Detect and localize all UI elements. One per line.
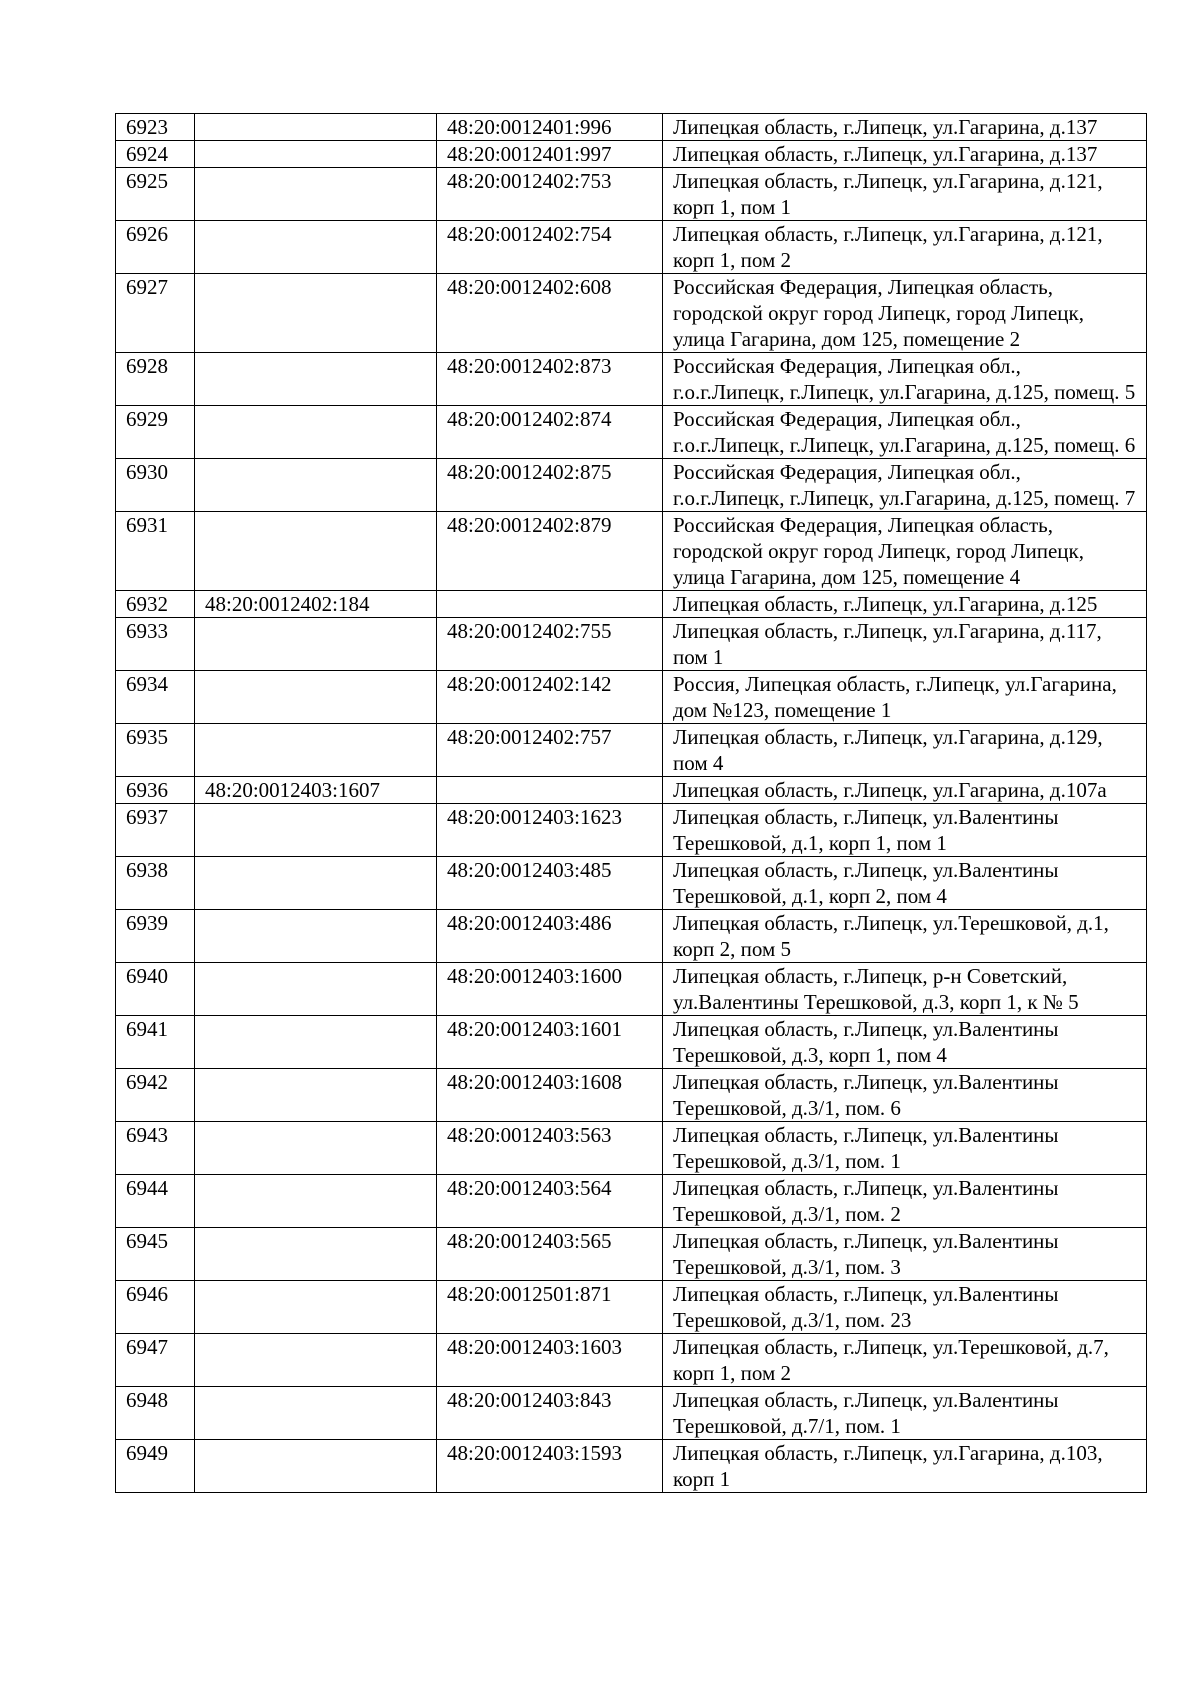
object-cadastral-number-cell: 48:20:0012401:997 — [437, 141, 663, 168]
address-cell: Липецкая область, г.Липецк, ул.Гагарина, д.129, пом 4 — [663, 724, 1147, 777]
table-row — [116, 671, 1147, 724]
address-cell: Липецкая область, г.Липецк, ул.Гагарина, д.121, корп 1, пом 1 — [663, 168, 1147, 221]
parcel-cadastral-number-cell — [195, 353, 437, 406]
table-row — [116, 857, 1147, 910]
table-row — [116, 618, 1147, 671]
object-cadastral-number-cell: 48:20:0012401:996 — [437, 114, 663, 141]
parcel-cadastral-number-cell — [195, 1122, 437, 1175]
object-cadastral-number-cell — [437, 591, 663, 618]
row-number-cell: 6944 — [116, 1175, 195, 1228]
row-number-cell: 6947 — [116, 1334, 195, 1387]
address-cell: Липецкая область, г.Липецк, ул.Валентины Терешковой, д.3/1, пом. 6 — [663, 1069, 1147, 1122]
address-cell: Липецкая область, г.Липецк, ул.Валентины Терешковой, д.3/1, пом. 1 — [663, 1122, 1147, 1175]
object-cadastral-number-cell: 48:20:0012403:565 — [437, 1228, 663, 1281]
table-row — [116, 1228, 1147, 1281]
row-number-cell: 6938 — [116, 857, 195, 910]
row-number-cell: 6928 — [116, 353, 195, 406]
address-cell: Липецкая область, г.Липецк, ул.Гагарина, д.117, пом 1 — [663, 618, 1147, 671]
row-number-cell: 6945 — [116, 1228, 195, 1281]
address-cell: Липецкая область, г.Липецк, ул.Валентины Терешковой, д.1, корп 1, пом 1 — [663, 804, 1147, 857]
table-row — [116, 114, 1147, 141]
table-row — [116, 591, 1147, 618]
table-row — [116, 963, 1147, 1016]
object-cadastral-number-cell: 48:20:0012402:755 — [437, 618, 663, 671]
row-number-cell: 6929 — [116, 406, 195, 459]
object-cadastral-number-cell: 48:20:0012402:873 — [437, 353, 663, 406]
address-cell: Российская Федерация, Липецкая обл., г.о.г.Липецк, г.Липецк, ул.Гагарина, д.125, помещ. 6 — [663, 406, 1147, 459]
table-row — [116, 777, 1147, 804]
parcel-cadastral-number-cell — [195, 671, 437, 724]
address-cell: Российская Федерация, Липецкая область, городской округ город Липецк, город Липецк, улица Гагарина, дом 125, помещение 2 — [663, 274, 1147, 353]
object-cadastral-number-cell: 48:20:0012403:1603 — [437, 1334, 663, 1387]
object-cadastral-number-cell — [437, 777, 663, 804]
table-row — [116, 512, 1147, 591]
parcel-cadastral-number-cell — [195, 724, 437, 777]
table-row — [116, 724, 1147, 777]
table-row — [116, 406, 1147, 459]
object-cadastral-number-cell: 48:20:0012402:874 — [437, 406, 663, 459]
table-row — [116, 168, 1147, 221]
table-row — [116, 274, 1147, 353]
parcel-cadastral-number-cell — [195, 141, 437, 168]
address-cell: Россия, Липецкая область, г.Липецк, ул.Гагарина, дом №123, помещение 1 — [663, 671, 1147, 724]
parcel-cadastral-number-cell — [195, 618, 437, 671]
address-cell: Липецкая область, г.Липецк, ул.Валентины Терешковой, д.3, корп 1, пом 4 — [663, 1016, 1147, 1069]
parcel-cadastral-number-cell — [195, 114, 437, 141]
object-cadastral-number-cell: 48:20:0012403:1623 — [437, 804, 663, 857]
object-cadastral-number-cell: 48:20:0012402:757 — [437, 724, 663, 777]
table-row — [116, 353, 1147, 406]
parcel-cadastral-number-cell — [195, 804, 437, 857]
row-number-cell: 6924 — [116, 141, 195, 168]
parcel-cadastral-number-cell — [195, 1281, 437, 1334]
object-cadastral-number-cell: 48:20:0012403:563 — [437, 1122, 663, 1175]
table-row — [116, 1175, 1147, 1228]
row-number-cell: 6949 — [116, 1440, 195, 1493]
object-cadastral-number-cell: 48:20:0012403:485 — [437, 857, 663, 910]
parcel-cadastral-number-cell — [195, 1175, 437, 1228]
address-cell: Липецкая область, г.Липецк, ул.Гагарина, д.137 — [663, 114, 1147, 141]
table-row — [116, 1440, 1147, 1493]
address-cell: Липецкая область, г.Липецк, ул.Валентины Терешковой, д.1, корп 2, пом 4 — [663, 857, 1147, 910]
address-cell: Российская Федерация, Липецкая область, городской округ город Липецк, город Липецк, улица Гагарина, дом 125, помещение 4 — [663, 512, 1147, 591]
address-cell: Липецкая область, г.Липецк, ул.Валентины Терешковой, д.3/1, пом. 3 — [663, 1228, 1147, 1281]
object-cadastral-number-cell: 48:20:0012403:1608 — [437, 1069, 663, 1122]
table-row — [116, 1016, 1147, 1069]
object-cadastral-number-cell: 48:20:0012403:1593 — [437, 1440, 663, 1493]
table-row — [116, 141, 1147, 168]
document-page — [115, 113, 1146, 1493]
table-row — [116, 459, 1147, 512]
table-row — [116, 1122, 1147, 1175]
row-number-cell: 6936 — [116, 777, 195, 804]
address-cell: Российская Федерация, Липецкая обл., г.о.г.Липецк, г.Липецк, ул.Гагарина, д.125, помещ. 7 — [663, 459, 1147, 512]
row-number-cell: 6942 — [116, 1069, 195, 1122]
address-cell: Липецкая область, г.Липецк, ул.Терешковой, д.1, корп 2, пом 5 — [663, 910, 1147, 963]
object-cadastral-number-cell: 48:20:0012402:142 — [437, 671, 663, 724]
address-cell: Липецкая область, г.Липецк, ул.Валентины Терешковой, д.7/1, пом. 1 — [663, 1387, 1147, 1440]
row-number-cell: 6941 — [116, 1016, 195, 1069]
row-number-cell: 6939 — [116, 910, 195, 963]
row-number-cell: 6934 — [116, 671, 195, 724]
parcel-cadastral-number-cell: 48:20:0012402:184 — [195, 591, 437, 618]
table-row — [116, 910, 1147, 963]
address-cell: Липецкая область, г.Липецк, ул.Гагарина, д.125 — [663, 591, 1147, 618]
parcel-cadastral-number-cell — [195, 963, 437, 1016]
parcel-cadastral-number-cell — [195, 459, 437, 512]
table-row — [116, 221, 1147, 274]
parcel-cadastral-number-cell — [195, 274, 437, 353]
object-cadastral-number-cell: 48:20:0012403:564 — [437, 1175, 663, 1228]
parcel-cadastral-number-cell — [195, 1387, 437, 1440]
table-row — [116, 1069, 1147, 1122]
row-number-cell: 6948 — [116, 1387, 195, 1440]
parcel-cadastral-number-cell — [195, 512, 437, 591]
registry-table — [115, 113, 1147, 1493]
row-number-cell: 6925 — [116, 168, 195, 221]
address-cell: Российская Федерация, Липецкая обл., г.о.г.Липецк, г.Липецк, ул.Гагарина, д.125, помещ. 5 — [663, 353, 1147, 406]
address-cell: Липецкая область, г.Липецк, ул.Валентины Терешковой, д.3/1, пом. 23 — [663, 1281, 1147, 1334]
row-number-cell: 6937 — [116, 804, 195, 857]
address-cell: Липецкая область, г.Липецк, р-н Советский, ул.Валентины Терешковой, д.3, корп 1, к № 5 — [663, 963, 1147, 1016]
address-cell: Липецкая область, г.Липецк, ул.Терешковой, д.7, корп 1, пом 2 — [663, 1334, 1147, 1387]
row-number-cell: 6940 — [116, 963, 195, 1016]
table-row — [116, 1281, 1147, 1334]
table-row — [116, 1387, 1147, 1440]
object-cadastral-number-cell: 48:20:0012402:753 — [437, 168, 663, 221]
object-cadastral-number-cell: 48:20:0012403:486 — [437, 910, 663, 963]
parcel-cadastral-number-cell — [195, 1334, 437, 1387]
parcel-cadastral-number-cell: 48:20:0012403:1607 — [195, 777, 437, 804]
object-cadastral-number-cell: 48:20:0012402:608 — [437, 274, 663, 353]
parcel-cadastral-number-cell — [195, 1440, 437, 1493]
parcel-cadastral-number-cell — [195, 406, 437, 459]
table-row — [116, 1334, 1147, 1387]
parcel-cadastral-number-cell — [195, 910, 437, 963]
registry-table-body — [116, 114, 1147, 1493]
row-number-cell: 6933 — [116, 618, 195, 671]
parcel-cadastral-number-cell — [195, 857, 437, 910]
row-number-cell: 6930 — [116, 459, 195, 512]
object-cadastral-number-cell: 48:20:0012402:754 — [437, 221, 663, 274]
address-cell: Липецкая область, г.Липецк, ул.Гагарина, д.107а — [663, 777, 1147, 804]
object-cadastral-number-cell: 48:20:0012403:1600 — [437, 963, 663, 1016]
parcel-cadastral-number-cell — [195, 1069, 437, 1122]
row-number-cell: 6943 — [116, 1122, 195, 1175]
row-number-cell: 6935 — [116, 724, 195, 777]
address-cell: Липецкая область, г.Липецк, ул.Гагарина, д.137 — [663, 141, 1147, 168]
address-cell: Липецкая область, г.Липецк, ул.Гагарина, д.121, корп 1, пом 2 — [663, 221, 1147, 274]
row-number-cell: 6927 — [116, 274, 195, 353]
table-row — [116, 804, 1147, 857]
object-cadastral-number-cell: 48:20:0012402:879 — [437, 512, 663, 591]
parcel-cadastral-number-cell — [195, 221, 437, 274]
address-cell: Липецкая область, г.Липецк, ул.Гагарина, д.103, корп 1 — [663, 1440, 1147, 1493]
object-cadastral-number-cell: 48:20:0012403:1601 — [437, 1016, 663, 1069]
row-number-cell: 6923 — [116, 114, 195, 141]
row-number-cell: 6931 — [116, 512, 195, 591]
object-cadastral-number-cell: 48:20:0012501:871 — [437, 1281, 663, 1334]
row-number-cell: 6926 — [116, 221, 195, 274]
parcel-cadastral-number-cell — [195, 168, 437, 221]
row-number-cell: 6946 — [116, 1281, 195, 1334]
address-cell: Липецкая область, г.Липецк, ул.Валентины Терешковой, д.3/1, пом. 2 — [663, 1175, 1147, 1228]
parcel-cadastral-number-cell — [195, 1016, 437, 1069]
object-cadastral-number-cell: 48:20:0012403:843 — [437, 1387, 663, 1440]
parcel-cadastral-number-cell — [195, 1228, 437, 1281]
row-number-cell: 6932 — [116, 591, 195, 618]
object-cadastral-number-cell: 48:20:0012402:875 — [437, 459, 663, 512]
